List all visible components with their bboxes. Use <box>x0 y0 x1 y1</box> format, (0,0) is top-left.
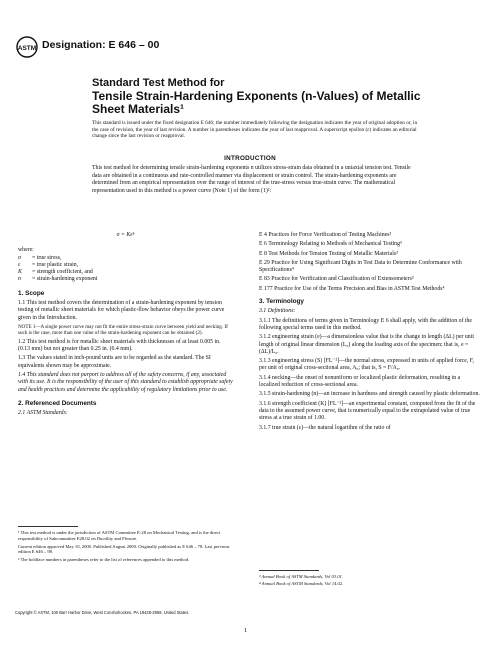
note-1: NOTE 1—A single power curve may not fit the entire stress-strain curve between yield and necking. If such is the case, more than one value of the strain-hardening exponent can be obtained (2). <box>18 323 228 337</box>
scope-heading: 1. Scope <box>18 289 45 297</box>
para-3-1-2: 3.1.2 engineering strain (e)—a dimensionless value that is the change in length (ΔL) per unit length of original linear dimension (L₀) along the loading axis of the specimen; that is, e = (ΔL)/L₀. <box>259 334 474 355</box>
power-equation: σ = Kεⁿ <box>116 232 135 238</box>
where-row: σ = true stress, <box>18 254 62 261</box>
para-1-3: 1.3 The values stated in inch-pound units are to be regarded as the standard. The SI equivalents shown may be approximate. <box>18 355 211 369</box>
para-3-1-7: 3.1.7 true strain (ε)—the natural logarithm of the ratio of <box>259 424 391 431</box>
logo-text: ASTM <box>17 45 37 52</box>
para-1-1: 1.1 This test method covers the determination of a strain-hardening exponent by tension testing of metallic sheet materials for which plastic-flow behavior obeys the power curve given in the Introduction. <box>18 300 225 321</box>
introduction-heading: INTRODUCTION <box>224 155 276 162</box>
ref-item: E 6 Terminology Relating to Methods of Mechanical Testing³ <box>259 241 402 248</box>
footnote-rule <box>18 526 78 527</box>
para-3-1-5: 3.1.5 strain-hardening (n)—an increase in hardness and strength caused by plastic deformation. <box>259 391 480 398</box>
where-row: ε = true plastic strain, <box>18 261 79 268</box>
terminology-heading: 3. Terminology <box>259 298 304 306</box>
page-number: 1 <box>244 627 248 634</box>
left-column <box>18 232 233 419</box>
para-3-1-4: 3.1.4 necking—the onset of nonuniform or localized plastic deformation, resulting in a localized reduction of cross-sectional area. <box>259 374 461 389</box>
para-3-1: 3.1 Definitions: <box>259 308 296 315</box>
ref-item: E 4 Practices for Force Verification of Testing Machines³ <box>259 232 392 238</box>
referenced-documents-heading: 2. Referenced Documents <box>18 399 97 407</box>
designation: Designation: E 646 – 00 <box>42 39 160 51</box>
ref-item: E 29 Practice for Using Significant Digits in Test Data to Determine Conformance with Specifications⁴ <box>259 259 462 274</box>
footnote-3: ³ Annual Book of ASTM Standards, Vol 03.01. <box>259 574 343 579</box>
para-1-2: 1.2 This test method is for metallic sheet materials with thicknesses of at least 0.005 in. (0.13 mm) but not greater than 0.25 in. (6.4 mm). <box>18 338 221 353</box>
right-footnotes <box>259 570 481 587</box>
title-line-2: Tensile Strain-Hardening Exponents (n-Values) of Metallic <box>92 89 421 103</box>
ref-item: E 8 Test Methods for Tension Testing of Metallic Materials³ <box>259 250 398 257</box>
para-2-1: 2.1 ASTM Standards: <box>18 410 68 417</box>
title-block <box>92 77 422 116</box>
para-3-1-1: 3.1.1 The definitions of terms given in Terminology E 6 shall apply, with the addition of the following special terms used in this method. <box>259 317 472 331</box>
left-footnotes <box>18 526 233 563</box>
copyright-footer: Copyright © ASTM, 100 Barr Harbor Drive, West Conshohocken, PA 19428-2959, United States. <box>15 610 190 615</box>
astm-logo-icon <box>16 36 38 58</box>
footnote-rule <box>259 570 319 571</box>
where-label: where: <box>18 247 34 254</box>
para-3-1-3: 3.1.3 engineering stress (S) [FL⁻²]—the normal stress, expressed in units of applied force, F, per unit of original cross-sectional area, A₀; that is, S = F/A₀. <box>259 358 474 372</box>
footnote-1: ¹ This test method is under the jurisdiction of ASTM Committee E-28 on Mechanical Testing, and is the direct responsibility of Subcommittee E28.02 on Ductility and Flexure. <box>18 530 221 541</box>
right-column <box>259 232 481 434</box>
para-3-1-6: 3.1.6 strength coefficient (K) [FL⁻²]—an experimental constant, computed from the fit of the data to the assumed power curve, that is numerically equal to the extrapolated value of true stress at a true strain of 1.00. <box>259 400 476 422</box>
title-line-1: Standard Test Method for <box>92 77 225 89</box>
para-1-4: 1.4 This standard does not purport to address all of the safety concerns, if any, associated with its use. It is the responsibility of the user of this standard to establish appropriate safety and health practices and determine the applicability of regulatory limitations prior to use. <box>18 371 233 393</box>
ref-item: E 83 Practice for Verification and Classification of Extensometers³ <box>259 276 414 283</box>
footnote-1b: Current edition approved May 10, 2000. Published August 2000. Originally published as E 646 – 78. Last previous edition E 646 – 98. <box>18 543 230 555</box>
introduction-text: This test method for determining tensile strain-hardening exponents n utilizes stress-strain data obtained in a uniaxial tension test. Tensile data are obtained in a continuous and rate-controlled manner via displacement or strain control. The strain-hardening exponents are determined from an empirical representation over the range of interest of the true-stress versus true-strain curve. The mathematical representation used in this method is a power curve (Note 1) of the form (1)²: <box>92 165 411 194</box>
footnote-2: ² The boldface numbers in parentheses refer to the list of references appended to this method. <box>18 557 190 563</box>
where-row: n = strain-hardening exponent <box>18 276 98 283</box>
footnote-4: ⁴ Annual Book of ASTM Standards, Vol 14.02. <box>259 580 344 586</box>
ref-item: E 177 Practice for Use of the Terms Precision and Bias in ASTM Test Methods⁴ <box>259 285 445 292</box>
where-row: K = strength coefficient, and <box>18 269 93 276</box>
title-line-3: Sheet Materials¹ <box>92 102 185 116</box>
issued-note: This standard is issued under the fixed designation E 646; the number immediately following the designation indicates the year of original adoption or, in the case of revision, the year of last revision. A number in parentheses indicates the year of last reapproval. A superscript epsilon (ε) indicates an editorial change since the last revision or reapproval. <box>92 120 418 140</box>
